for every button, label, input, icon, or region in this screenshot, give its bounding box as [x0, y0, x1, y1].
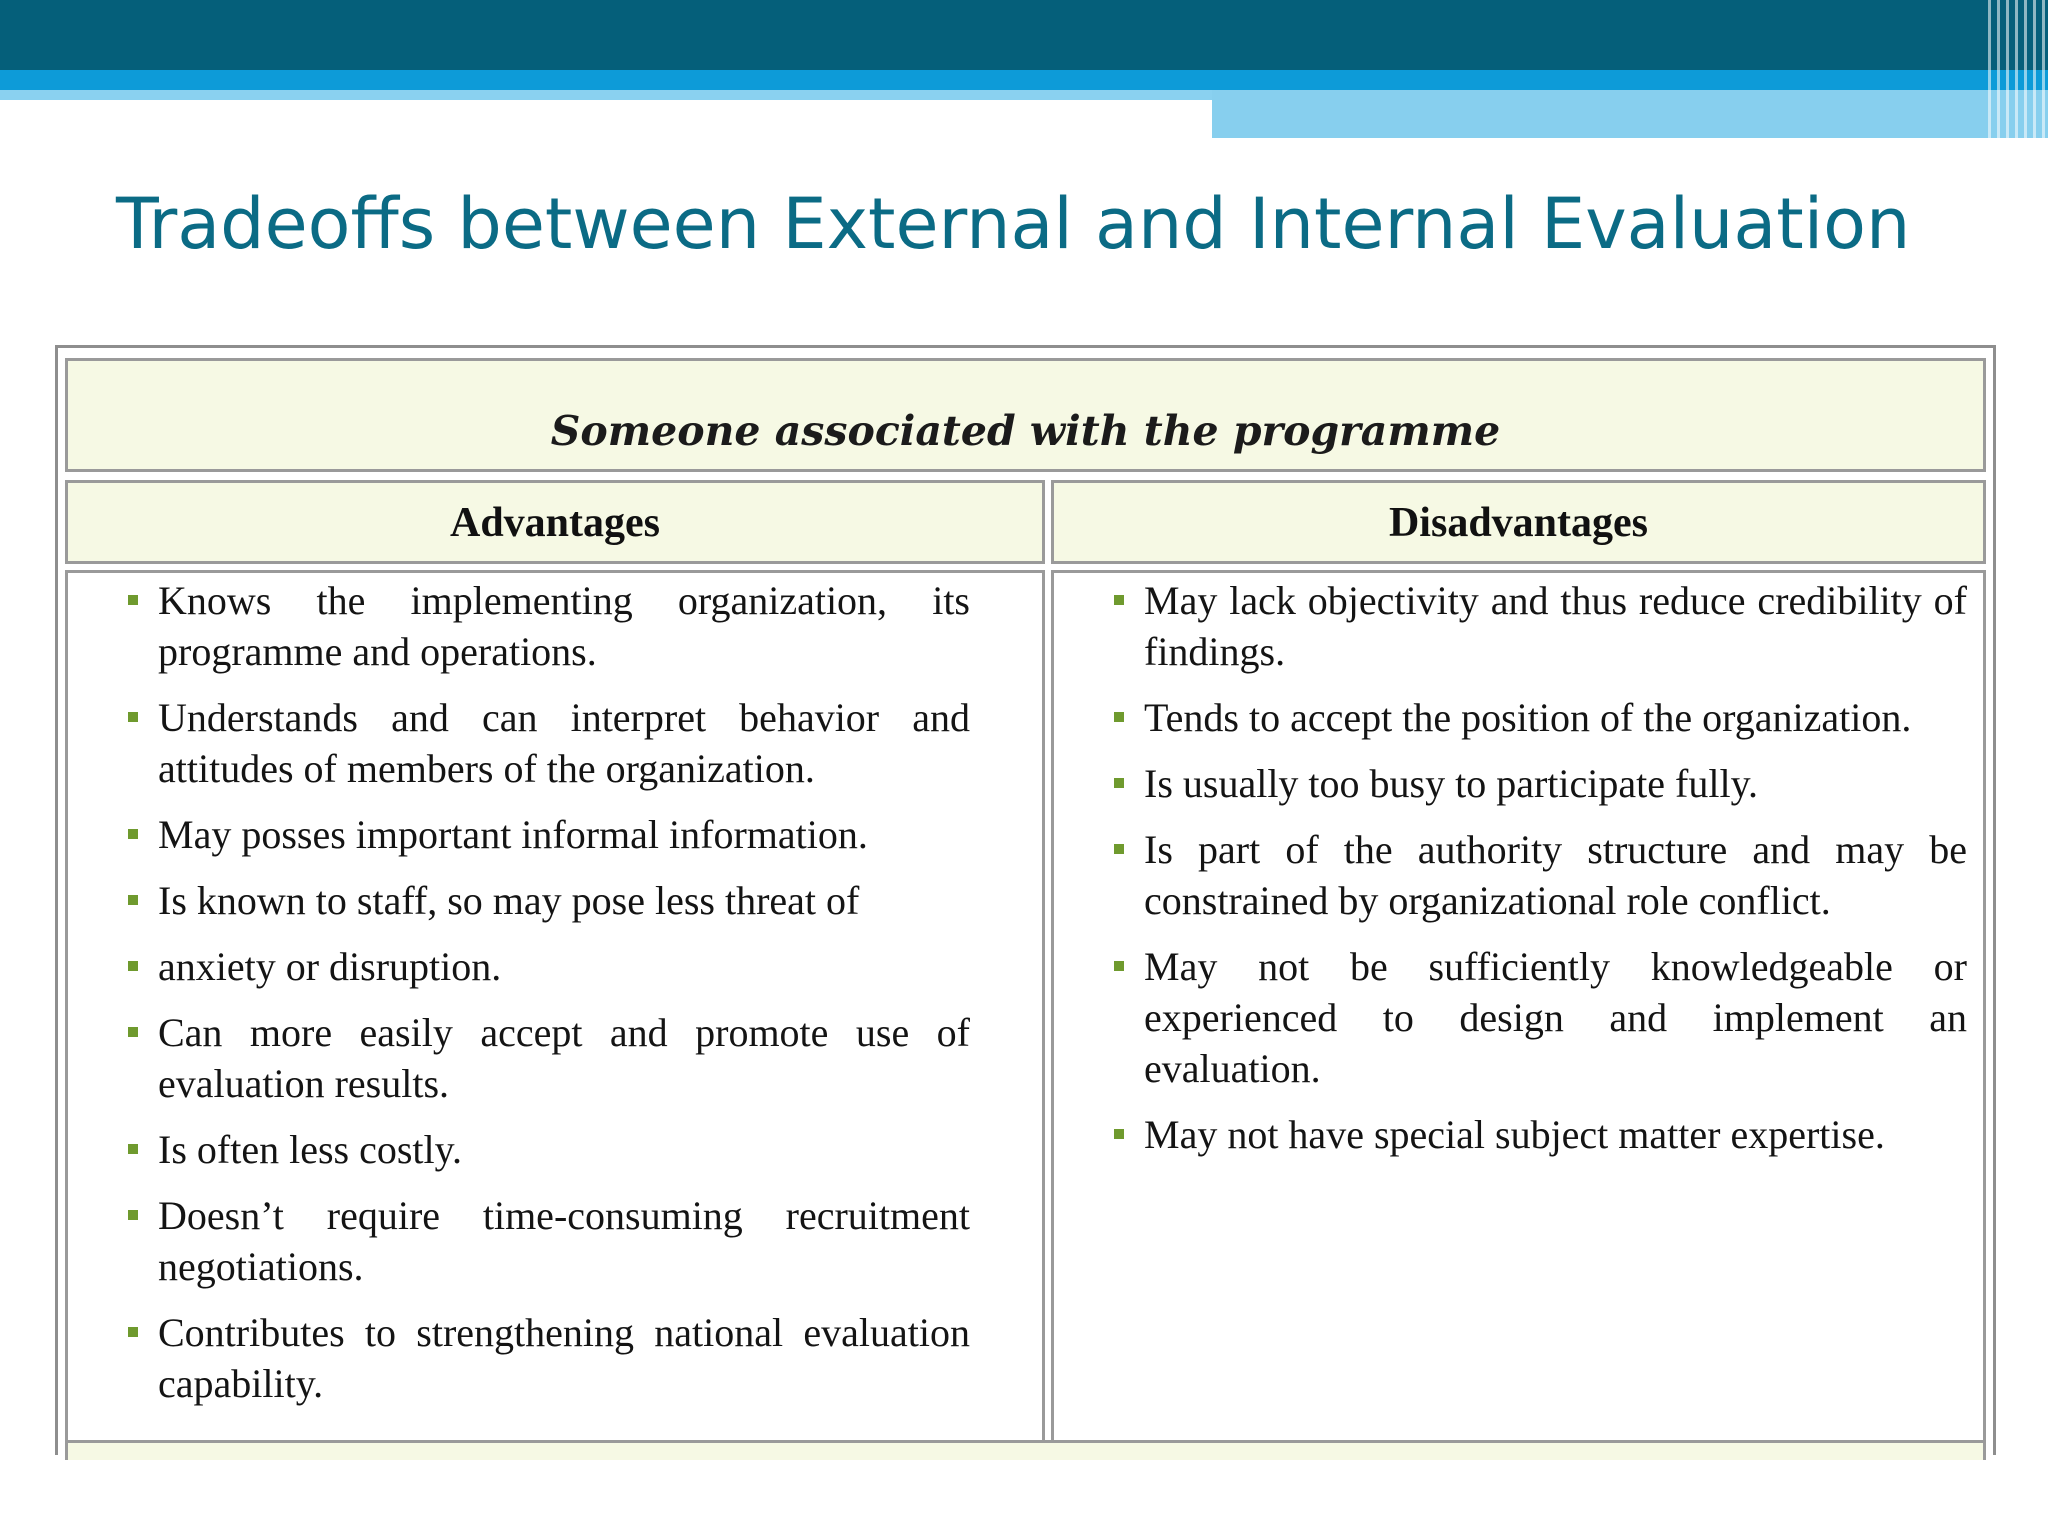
square-bullet-icon: [128, 712, 138, 722]
list-item: [1114, 575, 1967, 677]
square-bullet-icon: [128, 1144, 138, 1154]
header-band-dark: [0, 0, 2048, 70]
list-item-text: May lack objectivity and thus reduce credibility of findings.: [1144, 578, 1967, 674]
header-stripes-decoration: [1988, 0, 2048, 138]
list-item-text: May not have special subject matter expertise.: [1144, 1112, 1885, 1157]
table-caption-cell: [65, 358, 1986, 472]
square-bullet-icon: [128, 1210, 138, 1220]
advantages-list: [128, 575, 970, 1424]
advantages-header: Advantages: [449, 500, 661, 546]
list-item-text: May posses important informal information.: [158, 812, 868, 857]
list-item-text: May not be sufficiently knowledgeable or experienced to design and implement an evaluation.: [1144, 944, 1967, 1091]
disadvantages-body-cell: [1051, 570, 1986, 1458]
square-bullet-icon: [128, 1327, 138, 1337]
square-bullet-icon: [128, 829, 138, 839]
table-next-row-edge: [65, 1440, 1986, 1460]
square-bullet-icon: [128, 961, 138, 971]
list-item: [128, 1007, 970, 1109]
list-item-text: Is part of the authority structure and may be constrained by organizational role conflict.: [1144, 827, 1967, 923]
list-item: [128, 692, 970, 794]
square-bullet-icon: [1114, 1129, 1124, 1139]
list-item: [128, 1307, 970, 1409]
square-bullet-icon: [1114, 844, 1124, 854]
list-item-text: Knows the implementing organization, its programme and operations.: [158, 578, 970, 674]
square-bullet-icon: [128, 1027, 138, 1037]
list-item: [1114, 758, 1967, 809]
header-band-light-right: [1212, 90, 2048, 138]
advantages-header-cell: [65, 480, 1045, 564]
list-item-text: anxiety or disruption.: [158, 944, 502, 989]
list-item: [1114, 692, 1967, 743]
list-item-text: Can more easily accept and promote use of evaluation results.: [158, 1010, 970, 1106]
disadvantages-header: Disadvantages: [1388, 500, 1649, 546]
square-bullet-icon: [128, 895, 138, 905]
list-item-text: Tends to accept the position of the organization.: [1144, 695, 1912, 740]
header-band-mid: [0, 70, 2048, 90]
disadvantages-header-cell: [1051, 480, 1986, 564]
list-item-text: Understands and can interpret behavior and attitudes of members of the organization.: [158, 695, 970, 791]
list-item-text: Is usually too busy to participate fully.: [1144, 761, 1758, 806]
list-item-text: Contributes to strengthening national evaluation capability.: [158, 1310, 970, 1406]
list-item: [128, 875, 970, 926]
square-bullet-icon: [128, 595, 138, 605]
square-bullet-icon: [1114, 712, 1124, 722]
header-band-light: [0, 90, 1212, 100]
list-item: [128, 809, 970, 860]
square-bullet-icon: [1114, 595, 1124, 605]
list-item-text: Is known to staff, so may pose less threat of: [158, 878, 860, 923]
advantages-body-cell: [65, 570, 1045, 1458]
list-item: [1114, 1109, 1967, 1160]
slide-title: Tradeoffs between External and Internal Evaluation: [116, 183, 1911, 265]
list-item-text: Is often less costly.: [158, 1127, 463, 1172]
list-item: [128, 1190, 970, 1292]
list-item: [1114, 941, 1967, 1094]
comparison-table: [55, 345, 1996, 1455]
disadvantages-list: [1114, 575, 1967, 1175]
list-item: [128, 575, 970, 677]
list-item: [1114, 824, 1967, 926]
list-item-text: Doesn’t require time-consuming recruitment negotiations.: [158, 1193, 970, 1289]
square-bullet-icon: [1114, 778, 1124, 788]
list-item: [128, 941, 970, 992]
table-caption: Someone associated with the programme: [550, 407, 1501, 455]
square-bullet-icon: [1114, 961, 1124, 971]
list-item: [128, 1124, 970, 1175]
